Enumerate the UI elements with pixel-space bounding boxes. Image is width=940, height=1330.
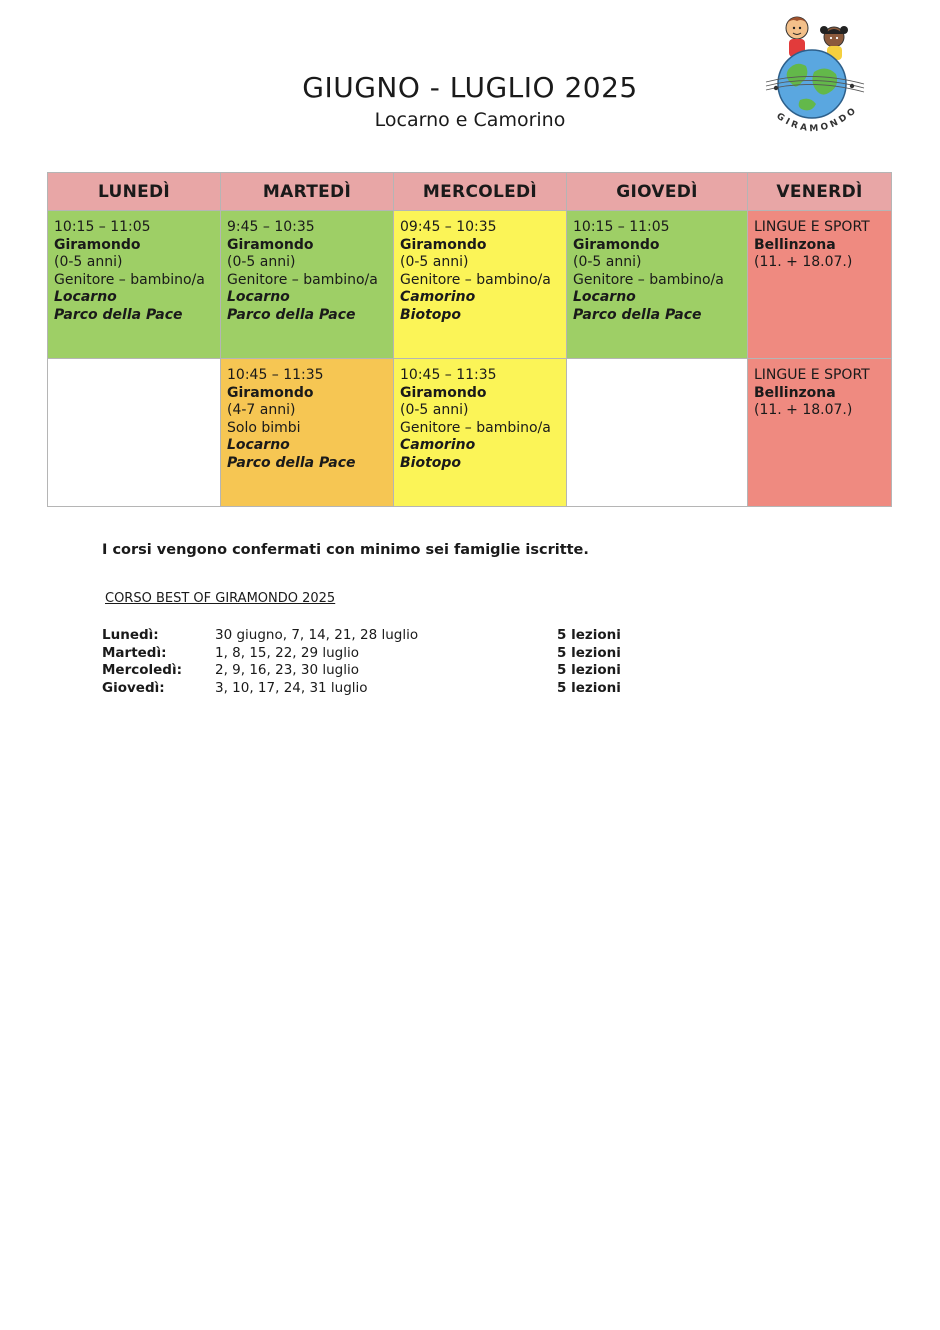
course-dates: 2, 9, 16, 23, 30 luglio: [215, 662, 359, 678]
course-age: (0-5 anni): [573, 254, 642, 270]
course-name: Giramondo: [227, 384, 314, 401]
course-age: (4-7 anni): [227, 402, 296, 418]
course-time: 10:45 – 11:35: [227, 367, 324, 383]
course-dates: (11. + 18.07.): [754, 254, 853, 270]
course-type: Genitore – bambino/a: [573, 271, 724, 288]
course-day: Mercoledì:: [102, 662, 182, 678]
course-age: (0-5 anni): [400, 402, 469, 418]
course-dates: (11. + 18.07.): [754, 402, 853, 418]
course-lessons: 5 lezioni: [557, 644, 621, 661]
course-lessons: 5 lezioni: [557, 662, 621, 678]
course-cell: [48, 211, 221, 359]
course-place: Camorino: [400, 289, 476, 305]
course-venue: Parco della Pace: [54, 306, 183, 323]
course-place: Locarno: [227, 437, 290, 453]
course-place: Locarno: [227, 289, 290, 305]
day-header-friday: VENERDÌ: [748, 173, 892, 211]
course-name: Giramondo: [54, 236, 141, 253]
giramondo-logo: [752, 12, 870, 142]
course-day: Lunedì:: [102, 627, 159, 643]
course-name: Giramondo: [227, 236, 314, 253]
schedule-row: [48, 359, 892, 507]
course-dates: 3, 10, 17, 24, 31 luglio: [215, 679, 368, 696]
course-time: 10:15 – 11:05: [573, 219, 670, 235]
course-age: (0-5 anni): [400, 254, 469, 270]
day-header-tuesday: MARTEDÌ: [221, 173, 394, 211]
course-list-row: [102, 680, 662, 698]
course-name: Giramondo: [400, 236, 487, 253]
course-cell: [748, 359, 892, 507]
course-type: Genitore – bambino/a: [54, 271, 205, 288]
schedule-row: [48, 211, 892, 359]
course-name: Giramondo: [400, 384, 487, 401]
course-place: Bellinzona: [754, 236, 836, 253]
schedule-header-row: [48, 173, 892, 211]
page-subtitle: Locarno e Camorino: [374, 109, 566, 131]
course-venue: Parco della Pace: [573, 306, 702, 323]
course-day: Giovedì:: [102, 679, 165, 696]
course-type: Genitore – bambino/a: [400, 419, 551, 436]
course-lessons: 5 lezioni: [557, 627, 621, 643]
course-type: Genitore – bambino/a: [400, 271, 551, 288]
day-header-wednesday: MERCOLEDÌ: [394, 173, 567, 211]
course-list-row: [102, 627, 662, 645]
course-type: Solo bimbi: [227, 419, 301, 436]
course-age: (0-5 anni): [227, 254, 296, 270]
course-cell: [221, 211, 394, 359]
course-cell: [748, 211, 892, 359]
course-dates: 30 giugno, 7, 14, 21, 28 luglio: [215, 627, 419, 643]
course-time: 09:45 – 10:35: [400, 219, 497, 235]
page-title: GIUGNO - LUGLIO 2025: [302, 71, 638, 104]
course-list-row: [102, 662, 662, 680]
course-time: 10:15 – 11:05: [54, 219, 151, 235]
course-section-title: CORSO BEST OF GIRAMONDO 2025: [105, 591, 336, 606]
course-place: Locarno: [54, 289, 117, 305]
course-age: (0-5 anni): [54, 254, 123, 270]
day-header-monday: LUNEDÌ: [48, 173, 221, 211]
course-cell: [394, 359, 567, 507]
course-venue: Parco della Pace: [227, 454, 356, 471]
course-place: Bellinzona: [754, 384, 836, 401]
course-place: Locarno: [573, 289, 636, 305]
course-dates: 1, 8, 15, 22, 29 luglio: [215, 644, 359, 661]
course-cell: [567, 211, 748, 359]
empty-cell: [567, 359, 748, 507]
course-day: Martedì:: [102, 644, 167, 661]
course-name: Giramondo: [573, 236, 660, 253]
empty-cell: [48, 359, 221, 507]
course-list: [102, 627, 662, 697]
course-title: LINGUE E SPORT: [754, 367, 870, 383]
course-venue: Biotopo: [400, 454, 462, 471]
course-cell: [394, 211, 567, 359]
course-time: 9:45 – 10:35: [227, 219, 315, 235]
confirmation-note: I corsi vengono confermati con minimo sei famiglie iscritte.: [102, 542, 589, 558]
course-venue: Biotopo: [400, 306, 462, 323]
course-place: Camorino: [400, 437, 476, 453]
logo-text: GIRAMONDO: [774, 104, 861, 135]
course-title: LINGUE E SPORT: [754, 219, 870, 235]
course-list-row: [102, 645, 662, 663]
course-type: Genitore – bambino/a: [227, 271, 378, 288]
course-cell: [221, 359, 394, 507]
course-lessons: 5 lezioni: [557, 679, 621, 696]
day-header-thursday: GIOVEDÌ: [567, 173, 748, 211]
schedule-table: [47, 172, 892, 507]
course-venue: Parco della Pace: [227, 306, 356, 323]
course-time: 10:45 – 11:35: [400, 367, 497, 383]
